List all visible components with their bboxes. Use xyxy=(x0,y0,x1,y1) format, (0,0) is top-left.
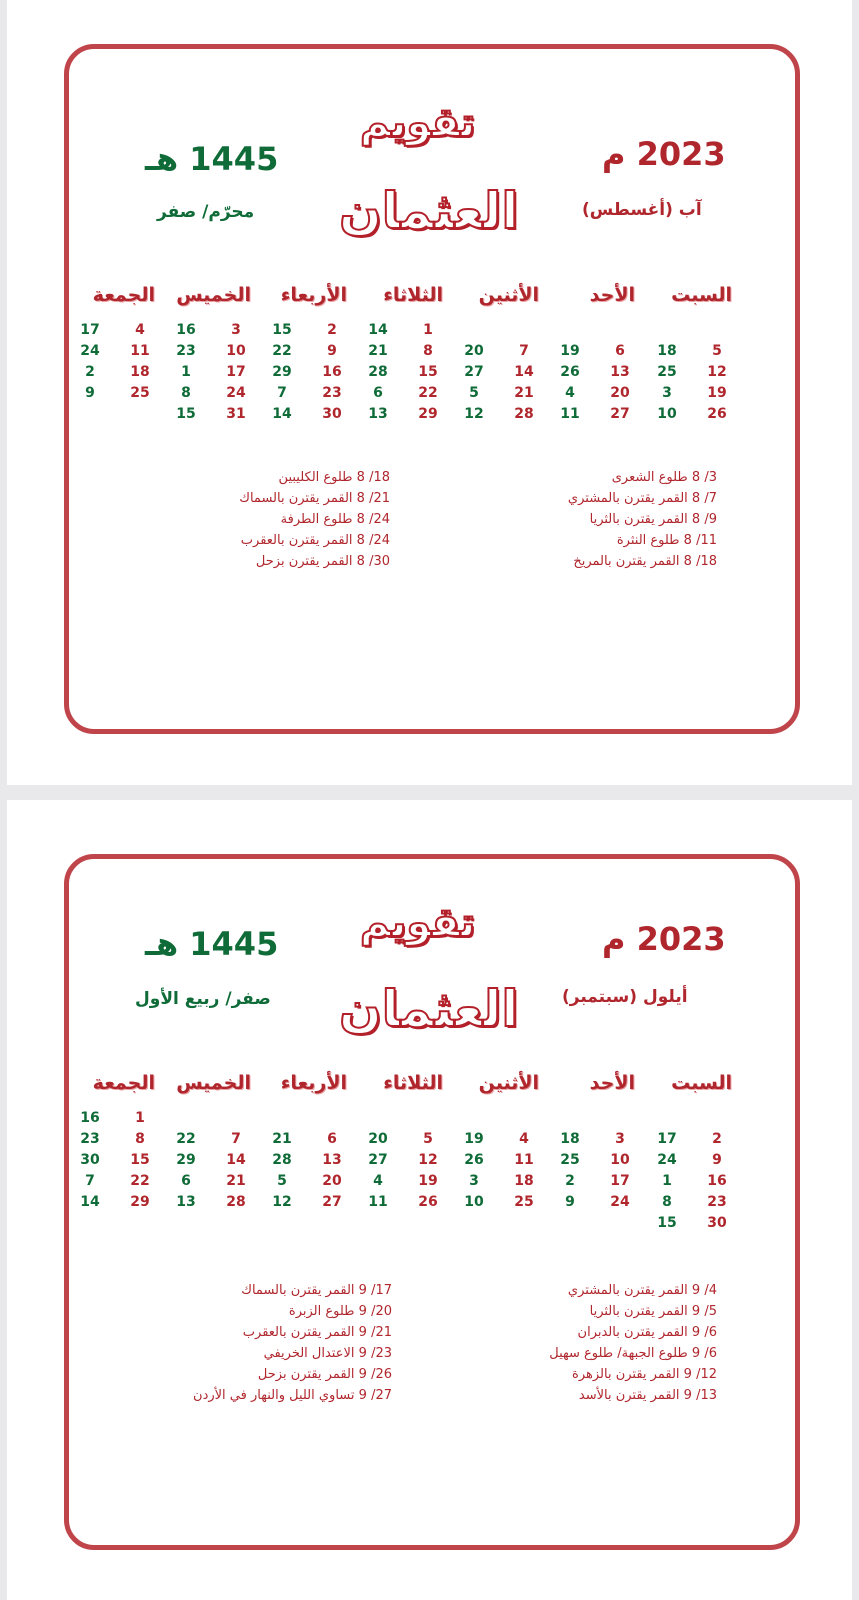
hijri-day: 11 xyxy=(560,406,580,422)
event-item: 26/ 9 القمر يقترن بزحل xyxy=(257,1367,392,1382)
gregorian-day: 3 xyxy=(231,322,241,338)
gregorian-day: 14 xyxy=(514,364,534,380)
weekday-header: الخميس xyxy=(176,284,251,306)
gregorian-year: 2023 م xyxy=(602,920,726,958)
event-item: 7/ 8 القمر يقترن بالمشتري xyxy=(567,491,717,506)
gregorian-day: 16 xyxy=(707,1173,727,1189)
weekday-header: الأربعاء xyxy=(280,1072,347,1094)
gregorian-day: 14 xyxy=(226,1152,246,1168)
weekday-header: الأثنين xyxy=(478,1072,539,1094)
gregorian-day: 28 xyxy=(226,1194,246,1210)
hijri-months: محرّم/ صفر xyxy=(157,202,255,222)
gregorian-day: 4 xyxy=(519,1131,529,1147)
event-item: 27/ 9 تساوي الليل والنهار في الأردن xyxy=(193,1388,392,1403)
gregorian-day: 26 xyxy=(707,406,727,422)
hijri-day: 4 xyxy=(565,385,575,401)
events-right xyxy=(567,467,717,572)
weekday-header: السبت xyxy=(671,1072,732,1094)
hijri-day: 22 xyxy=(272,343,292,359)
weekday-header: الأحد xyxy=(589,1072,635,1094)
hijri-day: 6 xyxy=(373,385,383,401)
gregorian-day: 19 xyxy=(418,1173,438,1189)
weekday-header: الأربعاء xyxy=(280,284,347,306)
gregorian-day: 22 xyxy=(418,385,438,401)
gregorian-day: 12 xyxy=(418,1152,438,1168)
gregorian-day: 5 xyxy=(423,1131,433,1147)
gregorian-day: 22 xyxy=(130,1173,150,1189)
hijri-day: 25 xyxy=(657,364,677,380)
hijri-day: 5 xyxy=(277,1173,287,1189)
hijri-day: 10 xyxy=(657,406,677,422)
hijri-day: 24 xyxy=(657,1152,677,1168)
gregorian-day: 8 xyxy=(135,1131,145,1147)
hijri-day: 27 xyxy=(464,364,484,380)
gregorian-day: 18 xyxy=(514,1173,534,1189)
gregorian-day: 9 xyxy=(712,1152,722,1168)
hijri-day: 7 xyxy=(277,385,287,401)
event-item: 4/ 9 القمر يقترن بالمشتري xyxy=(567,1283,717,1298)
hijri-day: 30 xyxy=(80,1152,100,1168)
hijri-day: 27 xyxy=(368,1152,388,1168)
hijri-day: 29 xyxy=(176,1152,196,1168)
hijri-day: 6 xyxy=(181,1173,191,1189)
gregorian-day: 24 xyxy=(610,1194,630,1210)
weekday-header: السبت xyxy=(671,284,732,306)
hijri-day: 15 xyxy=(657,1215,677,1231)
event-item: 24/ 8 القمر يقترن بالعقرب xyxy=(240,533,390,548)
hijri-day: 12 xyxy=(464,406,484,422)
hijri-day: 23 xyxy=(176,343,196,359)
gregorian-day: 5 xyxy=(712,343,722,359)
gregorian-day: 1 xyxy=(423,322,433,338)
gregorian-day: 4 xyxy=(135,322,145,338)
gregorian-day: 1 xyxy=(135,1110,145,1126)
gregorian-day: 25 xyxy=(130,385,150,401)
gregorian-day: 18 xyxy=(130,364,150,380)
event-item: 3/ 8 طلوع الشعرى xyxy=(611,470,717,485)
gregorian-day: 17 xyxy=(226,364,246,380)
hijri-day: 24 xyxy=(80,343,100,359)
hijri-day: 12 xyxy=(272,1194,292,1210)
gregorian-day: 7 xyxy=(519,343,529,359)
gregorian-day: 10 xyxy=(610,1152,630,1168)
gregorian-day: 23 xyxy=(322,385,342,401)
gregorian-day: 2 xyxy=(327,322,337,338)
hijri-day: 1 xyxy=(662,1173,672,1189)
gregorian-month: آب (أغسطس) xyxy=(582,200,702,220)
events-left xyxy=(232,467,390,572)
gregorian-day: 30 xyxy=(707,1215,727,1231)
gregorian-day: 11 xyxy=(130,343,150,359)
hijri-day: 26 xyxy=(464,1152,484,1168)
gregorian-day: 13 xyxy=(322,1152,342,1168)
event-item: 17/ 9 القمر يقترن بالسماك xyxy=(241,1283,392,1298)
gregorian-day: 31 xyxy=(226,406,246,422)
weekday-header: الثلاثاء xyxy=(383,1072,443,1094)
weekday-header: الأحد xyxy=(589,284,635,306)
event-item: 23/ 9 الاعتدال الخريفي xyxy=(263,1346,392,1361)
hijri-day: 14 xyxy=(368,322,388,338)
gregorian-day: 10 xyxy=(226,343,246,359)
hijri-day: 2 xyxy=(565,1173,575,1189)
gregorian-day: 8 xyxy=(423,343,433,359)
hijri-day: 22 xyxy=(176,1131,196,1147)
hijri-year: 1445 هـ xyxy=(145,925,279,963)
hijri-day: 20 xyxy=(464,343,484,359)
event-item: 18/ 8 القمر يقترن بالمريخ xyxy=(573,554,717,569)
gregorian-day: 15 xyxy=(418,364,438,380)
event-item: 24/ 8 طلوع الطرفة xyxy=(280,512,390,527)
hijri-day: 21 xyxy=(272,1131,292,1147)
hijri-day: 4 xyxy=(373,1173,383,1189)
gregorian-day: 7 xyxy=(231,1131,241,1147)
event-item: 20/ 9 طلوع الزبرة xyxy=(288,1304,392,1319)
hijri-day: 10 xyxy=(464,1194,484,1210)
gregorian-year: 2023 م xyxy=(602,135,726,173)
hijri-day: 1 xyxy=(181,364,191,380)
title-line-2: العثمان xyxy=(339,980,519,1038)
event-item: 5/ 9 القمر يقترن بالثريا xyxy=(589,1304,717,1319)
gregorian-day: 6 xyxy=(327,1131,337,1147)
hijri-day: 14 xyxy=(80,1194,100,1210)
event-item: 13/ 9 القمر يقترن بالأسد xyxy=(578,1388,717,1403)
gregorian-day: 19 xyxy=(707,385,727,401)
hijri-day: 5 xyxy=(469,385,479,401)
gregorian-day: 9 xyxy=(327,343,337,359)
gregorian-day: 29 xyxy=(130,1194,150,1210)
hijri-year: 1445 هـ xyxy=(145,140,279,178)
gregorian-day: 16 xyxy=(322,364,342,380)
hijri-day: 28 xyxy=(272,1152,292,1168)
events-right xyxy=(547,1280,717,1406)
hijri-day: 26 xyxy=(560,364,580,380)
gregorian-day: 30 xyxy=(322,406,342,422)
hijri-day: 9 xyxy=(565,1194,575,1210)
gregorian-day: 12 xyxy=(707,364,727,380)
hijri-day: 19 xyxy=(560,343,580,359)
calendar-page-september xyxy=(7,800,852,1600)
gregorian-day: 13 xyxy=(610,364,630,380)
gregorian-day: 21 xyxy=(226,1173,246,1189)
event-item: 18/ 8 طلوع الكليبين xyxy=(278,470,390,485)
hijri-day: 21 xyxy=(368,343,388,359)
gregorian-day: 21 xyxy=(514,385,534,401)
weekday-header: الخميس xyxy=(176,1072,251,1094)
gregorian-day: 6 xyxy=(615,343,625,359)
hijri-day: 20 xyxy=(368,1131,388,1147)
weekday-header: الجمعة xyxy=(92,1072,155,1094)
hijri-months: صفر/ ربيع الأول xyxy=(135,989,271,1009)
weekday-header: الجمعة xyxy=(92,284,155,306)
gregorian-day: 27 xyxy=(322,1194,342,1210)
title-line-2: العثمان xyxy=(339,182,519,240)
gregorian-day: 15 xyxy=(130,1152,150,1168)
hijri-day: 29 xyxy=(272,364,292,380)
gregorian-day: 20 xyxy=(322,1173,342,1189)
hijri-day: 17 xyxy=(657,1131,677,1147)
hijri-day: 16 xyxy=(176,322,196,338)
calendar-page-august xyxy=(7,0,852,785)
event-item: 6/ 9 طلوع الجبهة/ طلوع سهيل xyxy=(549,1346,717,1361)
title-line-1: تقويم xyxy=(360,900,476,946)
hijri-day: 23 xyxy=(80,1131,100,1147)
event-item: 21/ 8 القمر يقترن بالسماك xyxy=(239,491,390,506)
hijri-day: 16 xyxy=(80,1110,100,1126)
hijri-day: 28 xyxy=(368,364,388,380)
hijri-day: 13 xyxy=(176,1194,196,1210)
hijri-day: 15 xyxy=(176,406,196,422)
event-item: 30/ 8 القمر يقترن بزحل xyxy=(255,554,390,569)
hijri-day: 8 xyxy=(662,1194,672,1210)
events-left xyxy=(187,1280,392,1406)
gregorian-day: 11 xyxy=(514,1152,534,1168)
weekday-header: الثلاثاء xyxy=(383,284,443,306)
hijri-day: 17 xyxy=(80,322,100,338)
gregorian-day: 17 xyxy=(610,1173,630,1189)
hijri-day: 3 xyxy=(469,1173,479,1189)
gregorian-month: أيلول (سبتمبر) xyxy=(562,987,688,1007)
gregorian-day: 20 xyxy=(610,385,630,401)
title-line-1: تقويم xyxy=(360,100,476,146)
hijri-day: 7 xyxy=(85,1173,95,1189)
event-item: 12/ 9 القمر يقترن بالزهرة xyxy=(572,1367,717,1382)
hijri-day: 3 xyxy=(662,385,672,401)
event-item: 9/ 8 القمر يقترن بالثريا xyxy=(589,512,717,527)
gregorian-day: 2 xyxy=(712,1131,722,1147)
hijri-day: 2 xyxy=(85,364,95,380)
hijri-day: 11 xyxy=(368,1194,388,1210)
hijri-day: 19 xyxy=(464,1131,484,1147)
gregorian-day: 25 xyxy=(514,1194,534,1210)
gregorian-day: 29 xyxy=(418,406,438,422)
hijri-day: 13 xyxy=(368,406,388,422)
gregorian-day: 28 xyxy=(514,406,534,422)
gregorian-day: 24 xyxy=(226,385,246,401)
hijri-day: 15 xyxy=(272,322,292,338)
gregorian-day: 23 xyxy=(707,1194,727,1210)
event-item: 21/ 9 القمر يقترن بالعقرب xyxy=(242,1325,392,1340)
hijri-day: 14 xyxy=(272,406,292,422)
hijri-day: 25 xyxy=(560,1152,580,1168)
event-item: 6/ 9 القمر يقترن بالدبران xyxy=(577,1325,717,1340)
gregorian-day: 27 xyxy=(610,406,630,422)
weekday-header: الأثنين xyxy=(478,284,539,306)
hijri-day: 8 xyxy=(181,385,191,401)
event-item: 11/ 8 طلوع النثرة xyxy=(616,533,717,548)
gregorian-day: 26 xyxy=(418,1194,438,1210)
hijri-day: 18 xyxy=(657,343,677,359)
hijri-day: 9 xyxy=(85,385,95,401)
gregorian-day: 3 xyxy=(615,1131,625,1147)
hijri-day: 18 xyxy=(560,1131,580,1147)
